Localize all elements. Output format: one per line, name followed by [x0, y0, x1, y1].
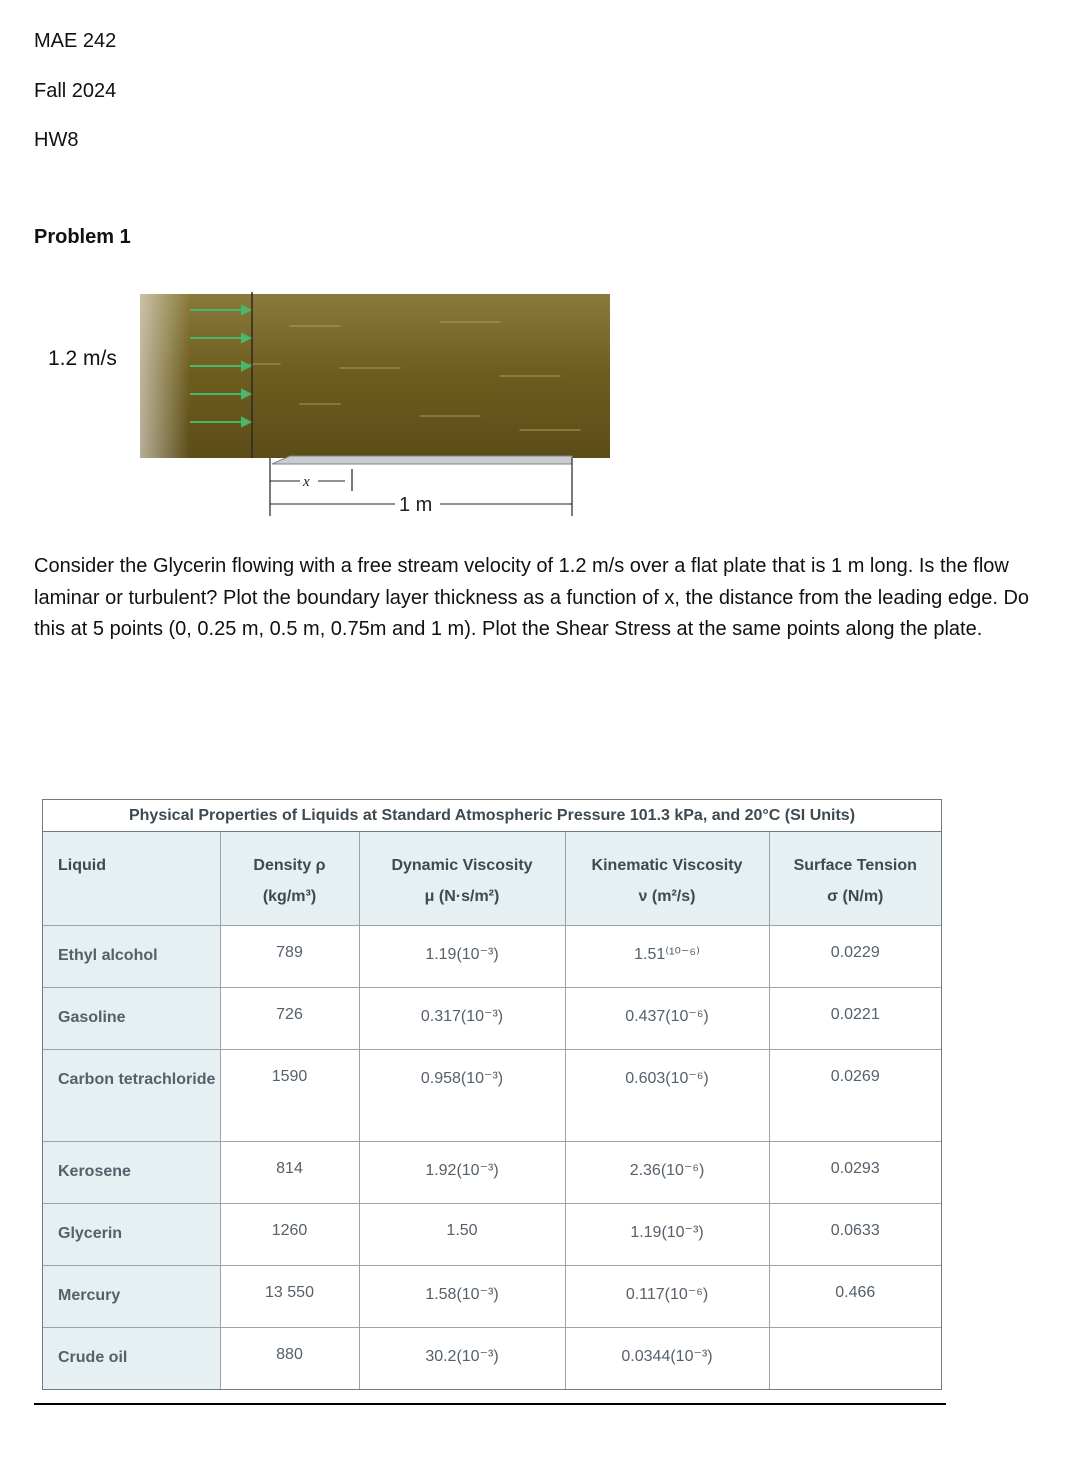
cell-dynamic-viscosity: 1.92(10⁻³): [359, 1141, 565, 1203]
velocity-label: 1.2 m/s: [48, 347, 117, 370]
cell-kinematic-viscosity: 1.51⁽¹⁰⁻⁶⁾: [565, 925, 769, 987]
term: Fall 2024: [34, 80, 117, 102]
cell-dynamic-viscosity: 0.317(10⁻³): [359, 987, 565, 1049]
cell-density: 13 550: [220, 1265, 359, 1327]
cell-dynamic-viscosity: 30.2(10⁻³): [359, 1327, 565, 1389]
cell-density: 1260: [220, 1203, 359, 1265]
cell-surface-tension: 0.0229: [769, 925, 941, 987]
col-header-surface-tension: Surface Tension σ (N/m): [769, 832, 941, 925]
problem-title: Problem 1: [34, 226, 131, 248]
cell-kinematic-viscosity: 0.0344(10⁻³): [565, 1327, 769, 1389]
table-row: [43, 1265, 941, 1327]
table-header-row: [43, 832, 941, 925]
flow-diagram: [40, 286, 620, 522]
cell-surface-tension: [769, 1327, 941, 1389]
cell-surface-tension: 0.0293: [769, 1141, 941, 1203]
table-row: [43, 925, 941, 987]
table-row: [43, 1327, 941, 1389]
col-header-kinematic-viscosity: Kinematic Viscosity ν (m²/s): [565, 832, 769, 925]
cell-kinematic-viscosity: 2.36(10⁻⁶): [565, 1141, 769, 1203]
course-code: MAE 242: [34, 30, 117, 52]
problem-statement: Consider the Glycerin flowing with a free stream velocity of 1.2 m/s over a flat plate that is 1 m long. Is the flow laminar or turbulent? Plot the boundary layer thickness as a function of x, the distance from the leading edge. Do this at 5 points (0, 0.25 m, 0.5 m, 0.75m and 1 m). Plot the Shear Stress at the same points along the plate.: [34, 555, 1030, 640]
cell-density: 789: [220, 925, 359, 987]
cell-surface-tension: 0.0221: [769, 987, 941, 1049]
cell-liquid: Crude oil: [43, 1327, 220, 1389]
col-header-density: Density ρ (kg/m³): [220, 832, 359, 925]
cell-kinematic-viscosity: 1.19(10⁻³): [565, 1203, 769, 1265]
cell-liquid: Carbon tetrachloride: [43, 1049, 220, 1141]
cell-density: 726: [220, 987, 359, 1049]
cell-kinematic-viscosity: 0.437(10⁻⁶): [565, 987, 769, 1049]
cell-surface-tension: 0.0633: [769, 1203, 941, 1265]
cell-kinematic-viscosity: 0.117(10⁻⁶): [565, 1265, 769, 1327]
cell-density: 814: [220, 1141, 359, 1203]
table-row: [43, 987, 941, 1049]
cell-liquid: Mercury: [43, 1265, 220, 1327]
assignment: HW8: [34, 129, 79, 151]
length-label: 1 m: [399, 494, 433, 516]
cell-liquid: Glycerin: [43, 1203, 220, 1265]
flat-plate: [272, 456, 572, 464]
liquid-properties-table: [42, 799, 942, 1390]
cell-dynamic-viscosity: 1.19(10⁻³): [359, 925, 565, 987]
cell-liquid: Ethyl alcohol: [43, 925, 220, 987]
cell-density: 880: [220, 1327, 359, 1389]
cell-liquid: Gasoline: [43, 987, 220, 1049]
table-caption: Physical Properties of Liquids at Standard Atmospheric Pressure 101.3 kPa, and 20°C (SI Units): [43, 800, 941, 832]
cell-liquid: Kerosene: [43, 1141, 220, 1203]
cell-dynamic-viscosity: 1.50: [359, 1203, 565, 1265]
col-header-liquid: Liquid: [43, 832, 220, 925]
cell-dynamic-viscosity: 1.58(10⁻³): [359, 1265, 565, 1327]
cell-density: 1590: [220, 1049, 359, 1141]
x-label: x: [303, 474, 310, 490]
bottom-rule: [34, 1403, 946, 1405]
col-header-dynamic-viscosity: Dynamic Viscosity μ (N·s/m²): [359, 832, 565, 925]
table-row: [43, 1203, 941, 1265]
cell-kinematic-viscosity: 0.603(10⁻⁶): [565, 1049, 769, 1141]
flat-plate-figure: [40, 286, 620, 522]
table-row: [43, 1141, 941, 1203]
cell-surface-tension: 0.466: [769, 1265, 941, 1327]
table-row: [43, 1049, 941, 1141]
cell-surface-tension: 0.0269: [769, 1049, 941, 1141]
cell-dynamic-viscosity: 0.958(10⁻³): [359, 1049, 565, 1141]
